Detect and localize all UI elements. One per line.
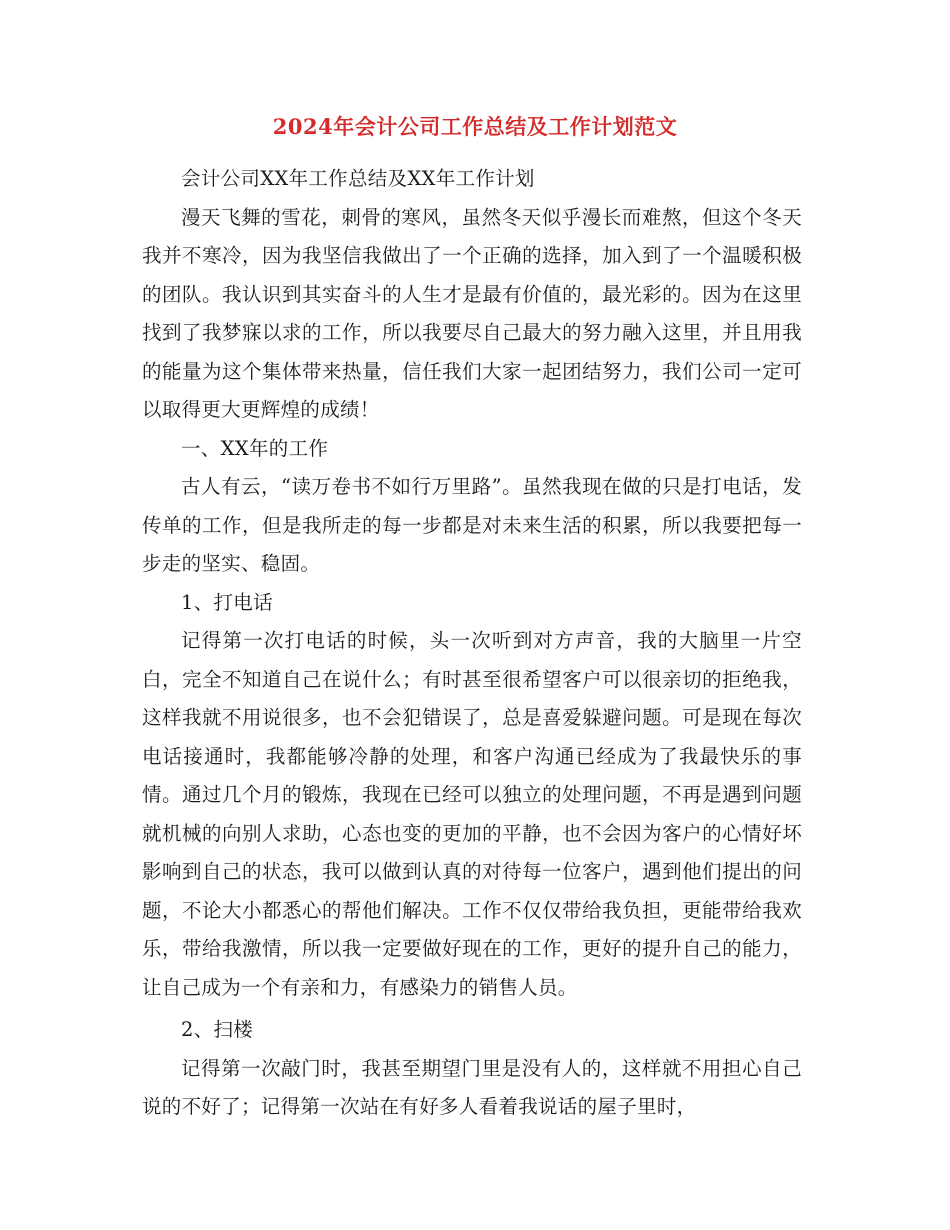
item-paragraph-1: 记得第一次打电话的时候，头一次听到对方声音，我的大脑里一片空白，完全不知道自己在说什么；有时甚至很希望客户可以很亲切的拒绝我，这样我就不用说很多，也不会犯错误了，总是喜爱躲避问题。可是现在每次电话接通时，我都能够冷静的处理，和客户沟通已经成为了我最快乐的事情。通过几个月的锻炼，我现在已经可以独立的处理问题，不再是遇到问题就机械的向别人求助，心态也变的更加的平静，也不会因为客户的心情好坏影响到自己的状态，我可以做到认真的对待每一位客户，遇到他们提出的问题，不论大小都悉心的帮他们解决。工作不仅仅带给我负担，更能带给我欢乐，带给我激情，所以我一定要做好现在的工作，更好的提升自己的能力，让自己成为一个有亲和力，有感染力的销售人员。 bbox=[142, 629, 802, 999]
document-body bbox=[142, 160, 802, 1127]
section-heading-1: 一、XX年的工作 bbox=[181, 436, 329, 460]
section-paragraph-1: 古人有云，“读万卷书不如行万里路”。虽然我现在做的只是打电话，发传单的工作，但是我所走的每一步都是对未来生活的积累，所以我要把每一步走的坚实、稳固。 bbox=[142, 475, 802, 575]
item-heading-1: 1、打电话 bbox=[181, 590, 273, 614]
document-title: 2024年会计公司工作总结及工作计划范文 bbox=[272, 114, 678, 139]
intro-paragraph: 漫天飞舞的雪花，刺骨的寒风，虽然冬天似乎漫长而难熬，但这个冬天我并不寒冷，因为我坚信我做出了一个正确的选择，加入到了一个温暖积极的团队。我认识到其实奋斗的人生才是最有价值的，最光彩的。因为在这里找到了我梦寐以求的工作，所以我要尽自己最大的努力融入这里，并且用我的能量为这个集体带来热量，信任我们大家一起团结努力，我们公司一定可以取得更大更辉煌的成绩！ bbox=[142, 205, 802, 421]
item-heading-2: 2、扫楼 bbox=[181, 1018, 254, 1041]
document-subtitle: 会计公司XX年工作总结及XX年工作计划 bbox=[181, 167, 535, 190]
item-paragraph-2: 记得第一次敲门时，我甚至期望门里是没有人的，这样就不用担心自己说的不好了；记得第一次站在有好多人看着我说话的屋子里时， bbox=[142, 1056, 802, 1118]
